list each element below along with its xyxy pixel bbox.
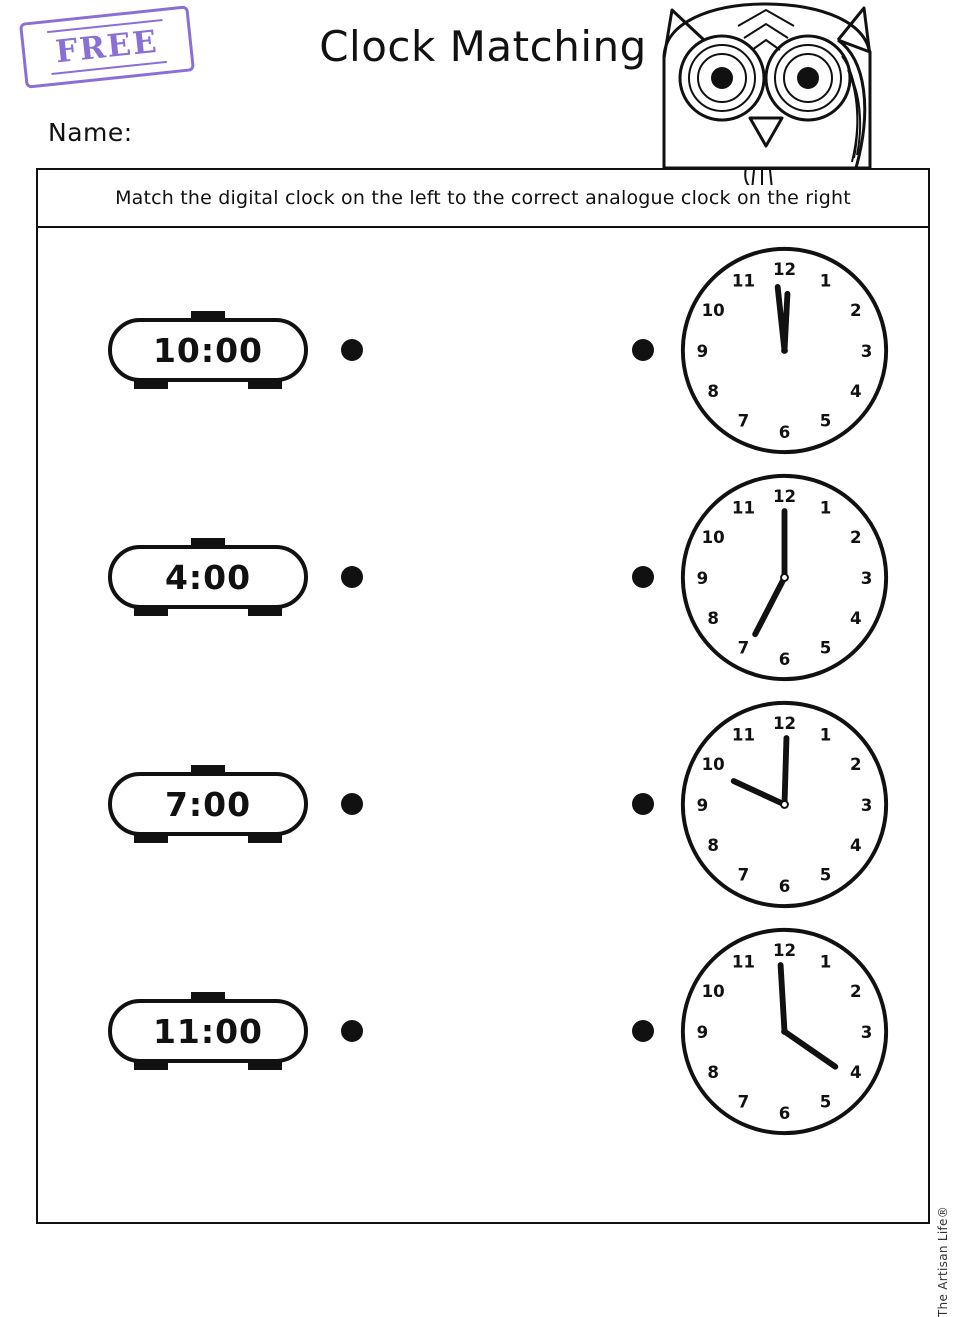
digital-clock-time: 11:00 bbox=[152, 1011, 264, 1051]
svg-text:3: 3 bbox=[860, 795, 872, 815]
svg-text:9: 9 bbox=[696, 568, 708, 588]
digital-clock-foot-right bbox=[248, 378, 282, 389]
svg-text:11: 11 bbox=[731, 271, 755, 291]
svg-text:11: 11 bbox=[731, 498, 755, 518]
svg-text:3: 3 bbox=[860, 1022, 872, 1042]
svg-text:12: 12 bbox=[772, 940, 796, 960]
analogue-clock-face bbox=[677, 697, 892, 912]
svg-text:1: 1 bbox=[819, 498, 831, 518]
digital-clock-time: 10:00 bbox=[152, 330, 264, 370]
svg-text:2: 2 bbox=[849, 754, 862, 774]
match-dot-left[interactable] bbox=[341, 793, 363, 815]
svg-text:4: 4 bbox=[849, 608, 862, 628]
digital-clock bbox=[93, 318, 323, 382]
svg-text:7: 7 bbox=[737, 864, 749, 884]
svg-text:11: 11 bbox=[731, 725, 755, 745]
digital-clock-foot-right bbox=[248, 1059, 282, 1070]
instructions-text: Match the digital clock on the left to the correct analogue clock on the right bbox=[38, 170, 928, 228]
svg-text:3: 3 bbox=[860, 341, 872, 361]
table-row bbox=[38, 463, 928, 691]
digital-clock-antenna bbox=[191, 538, 225, 549]
digital-clock-time: 4:00 bbox=[164, 557, 252, 597]
analogue-clock bbox=[654, 697, 914, 912]
svg-text:12: 12 bbox=[772, 486, 796, 506]
svg-text:6: 6 bbox=[778, 1103, 790, 1123]
table-row bbox=[38, 917, 928, 1145]
worksheet-frame bbox=[36, 168, 930, 1224]
analogue-clock bbox=[654, 470, 914, 685]
digital-clock-foot-left bbox=[134, 378, 168, 389]
digital-clock-antenna bbox=[191, 992, 225, 1003]
digital-clock-antenna bbox=[191, 765, 225, 776]
digital-clock-foot-left bbox=[134, 1059, 168, 1070]
svg-text:6: 6 bbox=[778, 422, 790, 442]
table-row bbox=[38, 690, 928, 918]
svg-text:10: 10 bbox=[701, 754, 725, 774]
match-dot-right[interactable] bbox=[632, 566, 654, 588]
svg-text:10: 10 bbox=[701, 981, 725, 1001]
svg-text:4: 4 bbox=[849, 835, 862, 855]
analogue-clock bbox=[654, 924, 914, 1139]
free-stamp-label: FREE bbox=[47, 19, 166, 75]
svg-text:4: 4 bbox=[849, 381, 862, 401]
svg-text:8: 8 bbox=[706, 608, 719, 628]
svg-text:12: 12 bbox=[772, 713, 796, 733]
match-dot-right[interactable] bbox=[632, 1020, 654, 1042]
digital-clock-foot-left bbox=[134, 605, 168, 616]
digital-clock-foot-right bbox=[248, 832, 282, 843]
svg-text:8: 8 bbox=[706, 1062, 719, 1082]
svg-text:2: 2 bbox=[849, 300, 862, 320]
digital-clock-time: 7:00 bbox=[164, 784, 252, 824]
svg-text:6: 6 bbox=[778, 649, 790, 669]
svg-text:7: 7 bbox=[737, 637, 749, 657]
svg-text:1: 1 bbox=[819, 271, 831, 291]
match-dot-left[interactable] bbox=[341, 1020, 363, 1042]
digital-clock-foot-right bbox=[248, 605, 282, 616]
digital-clock-foot-left bbox=[134, 832, 168, 843]
svg-text:5: 5 bbox=[819, 864, 831, 884]
svg-text:1: 1 bbox=[819, 952, 831, 972]
matching-rows bbox=[38, 228, 928, 1222]
match-dot-left[interactable] bbox=[341, 339, 363, 361]
svg-text:8: 8 bbox=[706, 381, 719, 401]
analogue-clock-face bbox=[677, 470, 892, 685]
svg-text:1: 1 bbox=[819, 725, 831, 745]
svg-text:11: 11 bbox=[731, 952, 755, 972]
svg-text:9: 9 bbox=[696, 1022, 708, 1042]
svg-text:10: 10 bbox=[701, 527, 725, 547]
credit-text: The Artisan Life® bbox=[936, 1206, 950, 1317]
svg-text:7: 7 bbox=[737, 410, 749, 430]
svg-text:9: 9 bbox=[696, 341, 708, 361]
digital-clock bbox=[93, 772, 323, 836]
owl-illustration bbox=[642, 0, 892, 185]
svg-text:2: 2 bbox=[849, 981, 862, 1001]
svg-text:5: 5 bbox=[819, 1091, 831, 1111]
svg-text:3: 3 bbox=[860, 568, 872, 588]
digital-clock-antenna bbox=[191, 311, 225, 322]
svg-text:8: 8 bbox=[706, 835, 719, 855]
svg-text:10: 10 bbox=[701, 300, 725, 320]
svg-text:12: 12 bbox=[772, 259, 796, 279]
svg-text:9: 9 bbox=[696, 795, 708, 815]
match-dot-right[interactable] bbox=[632, 339, 654, 361]
match-dot-left[interactable] bbox=[341, 566, 363, 588]
svg-text:6: 6 bbox=[778, 876, 790, 896]
analogue-clock bbox=[654, 243, 914, 458]
table-row bbox=[38, 236, 928, 464]
match-dot-right[interactable] bbox=[632, 793, 654, 815]
svg-text:7: 7 bbox=[737, 1091, 749, 1111]
analogue-clock-face bbox=[677, 243, 892, 458]
digital-clock bbox=[93, 999, 323, 1063]
analogue-clock-face bbox=[677, 924, 892, 1139]
svg-text:5: 5 bbox=[819, 410, 831, 430]
svg-text:5: 5 bbox=[819, 637, 831, 657]
svg-text:4: 4 bbox=[849, 1062, 862, 1082]
page-title: Clock Matching bbox=[319, 22, 647, 71]
digital-clock bbox=[93, 545, 323, 609]
name-label: Name: bbox=[48, 118, 133, 147]
svg-text:2: 2 bbox=[849, 527, 862, 547]
